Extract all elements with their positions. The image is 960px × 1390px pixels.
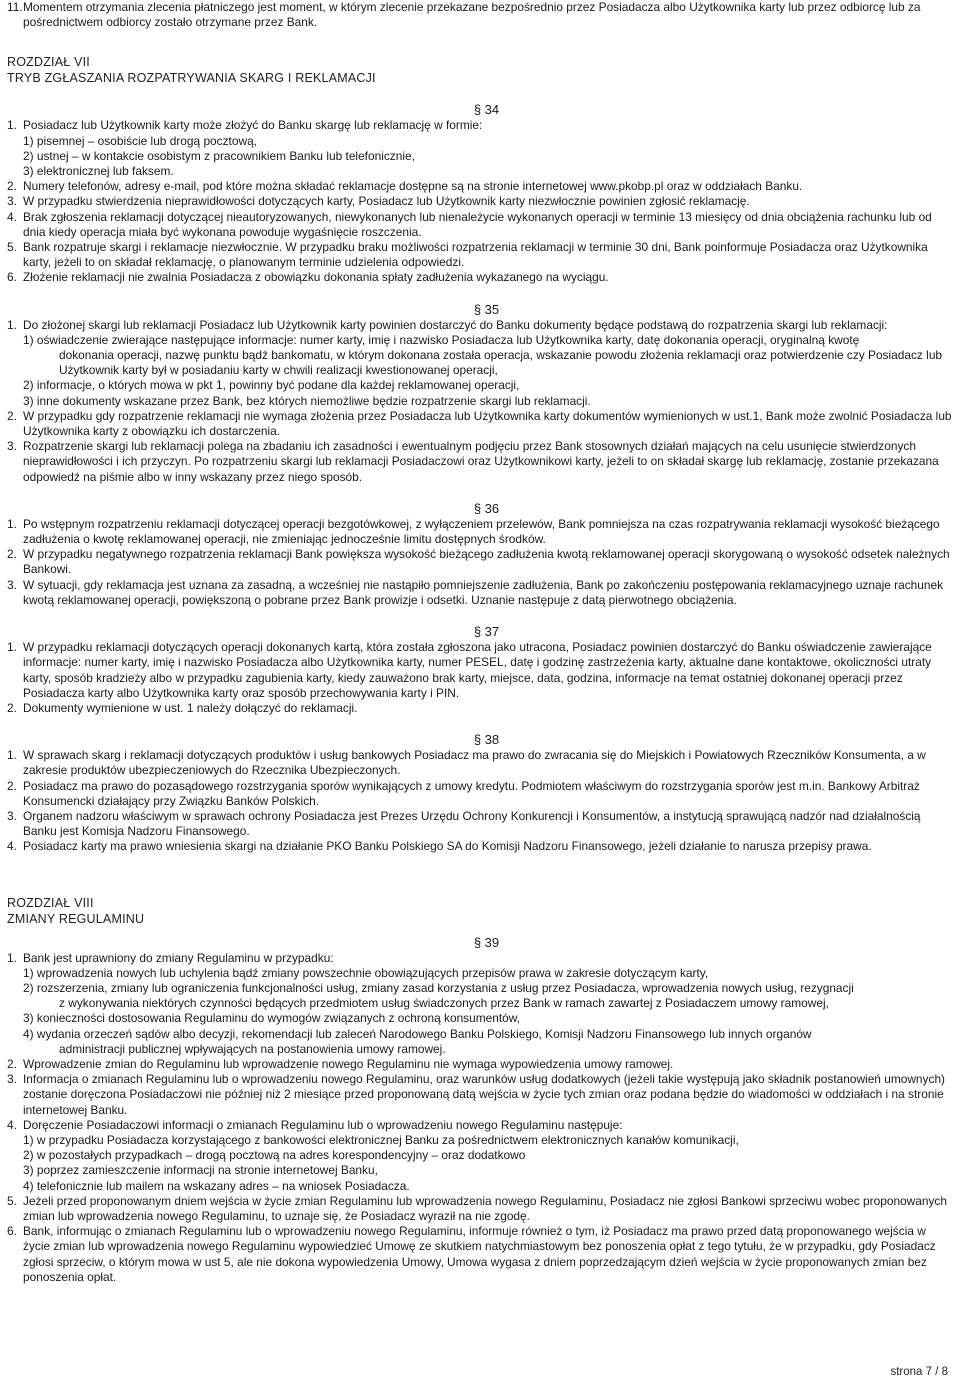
section-sign-35: § 35 bbox=[473, 301, 500, 317]
list-item: 4. Brak zgłoszenia reklamacji dotyczącej nieautoryzowanych, niewykonanych lub nienależycie wykonanych operacji w terminie 13 miesięcy od dnia obciążenia rachunku lub od dnia kiedy operacja miała być wykonana powoduje wygaśnięcie roszczenia. bbox=[7, 209, 932, 239]
section-sign-37: § 37 bbox=[473, 624, 500, 640]
sub-item: 2) rozszerzenia, zmiany lub ograniczenia funkcjonalności usług, zmiany zasad korzystania z usług przez Posiadacza, wprowadzenia nowych usług, rezygnacji bbox=[23, 980, 854, 995]
list-item: 1. W sprawach skarg i reklamacji dotyczących produktów i usług bankowych Posiadacz ma prawo do zwracania się do Miejskich i Powiatowych Rzeczników Konsumenta, a w zakresie produktów ubezpieczeniowych do Rzecznika Ubezpieczonych. bbox=[7, 748, 926, 778]
sub-item: 1) oświadczenie zwierające następujące informacje: numer karty, imię i nazwisko Posiadacza lub Użytkownika karty, datę dokonania operacji, oryginalną kwotę bbox=[23, 332, 860, 347]
list-item: 1. Po wstępnym rozpatrzeniu reklamacji dotyczącej operacji bezgotówkowej, z wyłączeniem przelewów, Bank pomniejsza na czas rozpatrywania reklamacji wysokość bieżącego zadłużenia o kwotę reklamowanej operacji, nie zmieniając jednocześnie limitu dostępnych środków. bbox=[7, 516, 940, 547]
sub-item-continuation: dokonania operacji, nazwę punktu bądź bankomatu, w którym dokonana została operacja, wskazanie powodu złożenia reklamacji oraz potwierdzenie czy Posiadacz lub Użytkownik karty był w posiadaniu karty w chwili realizacji kwestionowanej operacji, bbox=[59, 348, 943, 378]
list-item: 2. Numery telefonów, adresy e-mail, pod które można składać reklamacje dostępne są na stronie internetowej www.pkobp.pl oraz w oddziałach Banku. bbox=[7, 179, 803, 194]
sub-item: 3) inne dokumenty wskazane przez Bank, bez których niemożliwe będzie rozpatrzenie skargi lub reklamacji. bbox=[23, 393, 591, 408]
list-item: 4. Doręczenie Posiadaczowi informacji o zmianach Regulaminu lub o wprowadzeniu nowego Regulaminu następuje: bbox=[7, 1117, 623, 1132]
list-item: 2. Posiadacz ma prawo do pozasądowego rozstrzygania sporów wynikających z umowy kredytu. Podmiotem właściwym do rozstrzygania sporów jest m.in. Bankowy Arbitraż Konsumencki działający przy Związku Banków Polskich. bbox=[7, 778, 920, 808]
section-sign-38: § 38 bbox=[473, 732, 500, 748]
sub-item: 2) ustnej – w kontakcie osobistym z pracownikiem Banku lub telefonicznie, bbox=[23, 148, 415, 163]
sub-item: 4) wydania orzeczeń sądów albo decyzji, rekomendacji lub zaleceń Narodowego Banku Polskiego, Komisji Nadzoru Finansowego lub innych organów bbox=[23, 1026, 812, 1041]
chapter-8-subtitle: ZMIANY REGULAMINU bbox=[7, 911, 145, 926]
list-item: 1. Posiadacz lub Użytkownik karty może złożyć do Banku skargę lub reklamację w formie: bbox=[7, 118, 483, 133]
list-item: 2. W przypadku gdy rozpatrzenie reklamacji nie wymaga złożenia przez Posiadacza lub Użytkownika karty dokumentów wymienionych w ust.1, Bank może zwolnić Posiadacza lub Użytkownika karty z obowiązku ich dostarczenia. bbox=[7, 408, 952, 439]
list-item: 3. W przypadku stwierdzenia nieprawidłowości dotyczących karty, Posiadacz lub Użytkownik karty niezwłocznie powinien zgłosić reklamację. bbox=[7, 194, 750, 209]
list-item: 2. Wprowadzenie zmian do Regulaminu lub wprowadzenie nowego Regulaminu nie wymaga wypowiedzenia umowy ramowej. bbox=[7, 1056, 674, 1071]
list-item: 3. Informacja o zmianach Regulaminu lub o wprowadzeniu nowego Regulaminu, oraz warunków usług dodatkowych (jeżeli takie występują jako składnik postanowień umownych) zostanie doręczona Posiadaczowi nie później niż 2 miesiące przed proponowaną datą wejścia w życie tych zmian oraz podana będzie do wiadomości w oddziałach i na stronie internetowej Banku. bbox=[7, 1072, 946, 1117]
sub-item-continuation: administracji publicznej wpływających na postanowienia umowy ramowej. bbox=[59, 1041, 446, 1056]
chapter-7-title: ROZDZIAŁ VII bbox=[7, 55, 90, 70]
chapter-8-title: ROZDZIAŁ VIII bbox=[7, 895, 94, 910]
sub-item: 1) pisemnej – osobiście lub drogą pocztową, bbox=[23, 133, 257, 148]
item-number: 11. bbox=[7, 0, 23, 14]
sub-item-continuation: z wykonywania niektórych czynności będących przedmiotem usług świadczonych przez Bank w ramach zawartej z Posiadaczem umowy ramowej, bbox=[59, 996, 829, 1011]
sub-item: 3) elektronicznej lub faksem. bbox=[23, 164, 174, 179]
item-text: Momentem otrzymania zlecenia płatniczego jest moment, w którym zlecenie przekazane bezpośrednio przez Posiadacza albo Użytkownika karty lub przez odbiorcę lub za pośrednictwem odbiorcy zostało otrzymane przez Bank. bbox=[23, 0, 921, 30]
list-item: 1. Bank jest uprawniony do zmiany Regulaminu w przypadku: bbox=[7, 950, 334, 965]
section-sign-36: § 36 bbox=[473, 500, 500, 516]
sub-item: 3) konieczności dostosowania Regulaminu do wymogów związanych z ochroną konsumentów, bbox=[23, 1011, 521, 1026]
section-sign-34: § 34 bbox=[473, 102, 500, 118]
list-item: 3. Rozpatrzenie skargi lub reklamacji polega na zbadaniu ich zasadności i ewentualnym podjęciu przez Bank stosownych działań mających na celu usunięcie stwierdzonych nieprawidłowości i ich przyczyn. Po rozpatrzeniu skargi lub reklamacji Posiadaczowi oraz Użytkownikowi karty, jeżeli to on składał skargę lub reklamację, zostanie przekazana odpowiedź na piśmie albo w inny wskazany przez niego sposób. bbox=[7, 439, 939, 484]
list-item: 2. Dokumenty wymienione w ust. 1 należy dołączyć do reklamacji. bbox=[7, 700, 358, 715]
sub-item: 1) w przypadku Posiadacza korzystającego z bankowości elektronicznej Banku za pośrednictwem elektronicznych kanałów komunikacji, bbox=[23, 1132, 739, 1147]
list-item: 1. Do złożonej skargi lub reklamacji Posiadacz lub Użytkownik karty powinien dostarczyć do Banku dokumenty będące podstawą do rozpatrzenia skargi lub reklamacji: bbox=[7, 317, 888, 332]
sub-item: 2) informacje, o których mowa w pkt 1, powinny być podane dla każdej reklamowanej operacji, bbox=[23, 378, 520, 393]
list-item: 1. W przypadku reklamacji dotyczących operacji dokonanych kartą, która została zgłoszona jako utracona, Posiadacz powinien dostarczyć do Banku oświadczenie zawierające informacje: numer karty, imię i nazwisko Posiadacza albo Użytkownika karty, numer PESEL, datę i godzinę zastrzeżenia karty, aktualne dane kontaktowe, okoliczności utraty karty, sposób kradzieży albo w przypadku zagubienia karty, kiedy zauważono brak karty, miejsce, data, godzina, informacje na temat ostatniej dokonanej operacji przez Posiadacza karty albo Użytkownika karty oraz sposób przechowywania karty i PIN. bbox=[7, 640, 932, 700]
list-item: 6. Złożenie reklamacji nie zwalnia Posiadacza z obowiązku dokonania spłaty zadłużenia wykazanego na wyciągu. bbox=[7, 270, 609, 285]
document-body bbox=[7, 0, 952, 1285]
list-item: 3. W sytuacji, gdy reklamacja jest uznana za zasadną, a wcześniej nie nastąpiło pomniejszenie zadłużenia, Bank po zakończeniu postępowania reklamacyjnego uznaje rachunek kwotą reklamowanej operacji, powiększoną o pobrane przez Bank prowizje i odsetki. Uznanie następuje z datą pierwotnego obciążenia. bbox=[7, 577, 944, 607]
sub-item: 4) telefonicznie lub mailem na wskazany adres – na wniosek Posiadacza. bbox=[23, 1178, 410, 1193]
chapter-7-subtitle: TRYB ZGŁASZANIA ROZPATRYWANIA SKARG I REKLAMACJI bbox=[7, 71, 376, 86]
list-item: 5. Jeżeli przed proponowanym dniem wejścia w życie zmian Regulaminu lub wprowadzenia nowego Regulaminu, Posiadacz nie zgłosi Bankowi sprzeciwu wobec proponowanych zmian lub wprowadzenia nowego Regulaminu, to uznaje się, że Posiadacz wyraził na nie zgodę. bbox=[7, 1193, 947, 1223]
list-item: 4. Posiadacz karty ma prawo wniesienia skargi na działanie PKO Banku Polskiego SA do Komisji Nadzoru Finansowego, jeżeli działanie to narusza przepisy prawa. bbox=[7, 839, 872, 854]
sub-item: 1) wprowadzenia nowych lub uchylenia bądź zmiany powszechnie obowiązujących przepisów prawa w zakresie dotyczącym karty, bbox=[23, 965, 709, 980]
section-sign-39: § 39 bbox=[473, 934, 500, 950]
list-item: 6. Bank, informując o zmianach Regulaminu lub o wprowadzeniu nowego Regulaminu, informuje również o tym, iż Posiadacz ma prawo przed datą proponowanego wejścia w życie zmian lub wprowadzenia nowego Regulaminu wypowiedzieć Umowę ze skutkiem natychmiastowym bez ponoszenia opłat z tego tytułu, że w przypadku, gdy Posiadacz zgłosi sprzeciw, o którym mowa w ust 5, ale nie dokona wypowiedzenia Umowy, Umowa wygasa z dniem poprzedzającym dzień wejścia w życie proponowanych zmian bez ponoszenia opłat. bbox=[7, 1224, 936, 1284]
paragraph-11 bbox=[7, 0, 952, 30]
page-number: strona 7 / 8 bbox=[890, 1366, 948, 1378]
list-item: 3. Organem nadzoru właściwym w sprawach ochrony Posiadacza jest Prezes Urzędu Ochrony Konkurencji i Konsumentów, a instytucją sprawującą nadzór nad działalnością Banku jest Komisja Nadzoru Finansowego. bbox=[7, 808, 921, 839]
sub-item: 3) poprzez zamieszczenie informacji na stronie internetowej Banku, bbox=[23, 1163, 378, 1178]
list-item: 5. Bank rozpatruje skargi i reklamacje niezwłocznie. W przypadku braku możliwości rozpatrzenia reklamacji w terminie 30 dni, Bank poinformuje Posiadacza oraz Użytkownika karty, jeżeli to on składał reklamację, o planowanym terminie udzielenia odpowiedzi. bbox=[7, 240, 928, 270]
sub-item: 2) w pozostałych przypadkach – drogą pocztową na adres korespondencyjny – oraz dodatkowo bbox=[23, 1148, 526, 1163]
list-item: 2. W przypadku negatywnego rozpatrzenia reklamacji Bank powiększa wysokość bieżącego zadłużenia kwotą reklamowanej operacji skorygowaną o wysokość odsetek należnych Bankowi. bbox=[7, 547, 950, 577]
